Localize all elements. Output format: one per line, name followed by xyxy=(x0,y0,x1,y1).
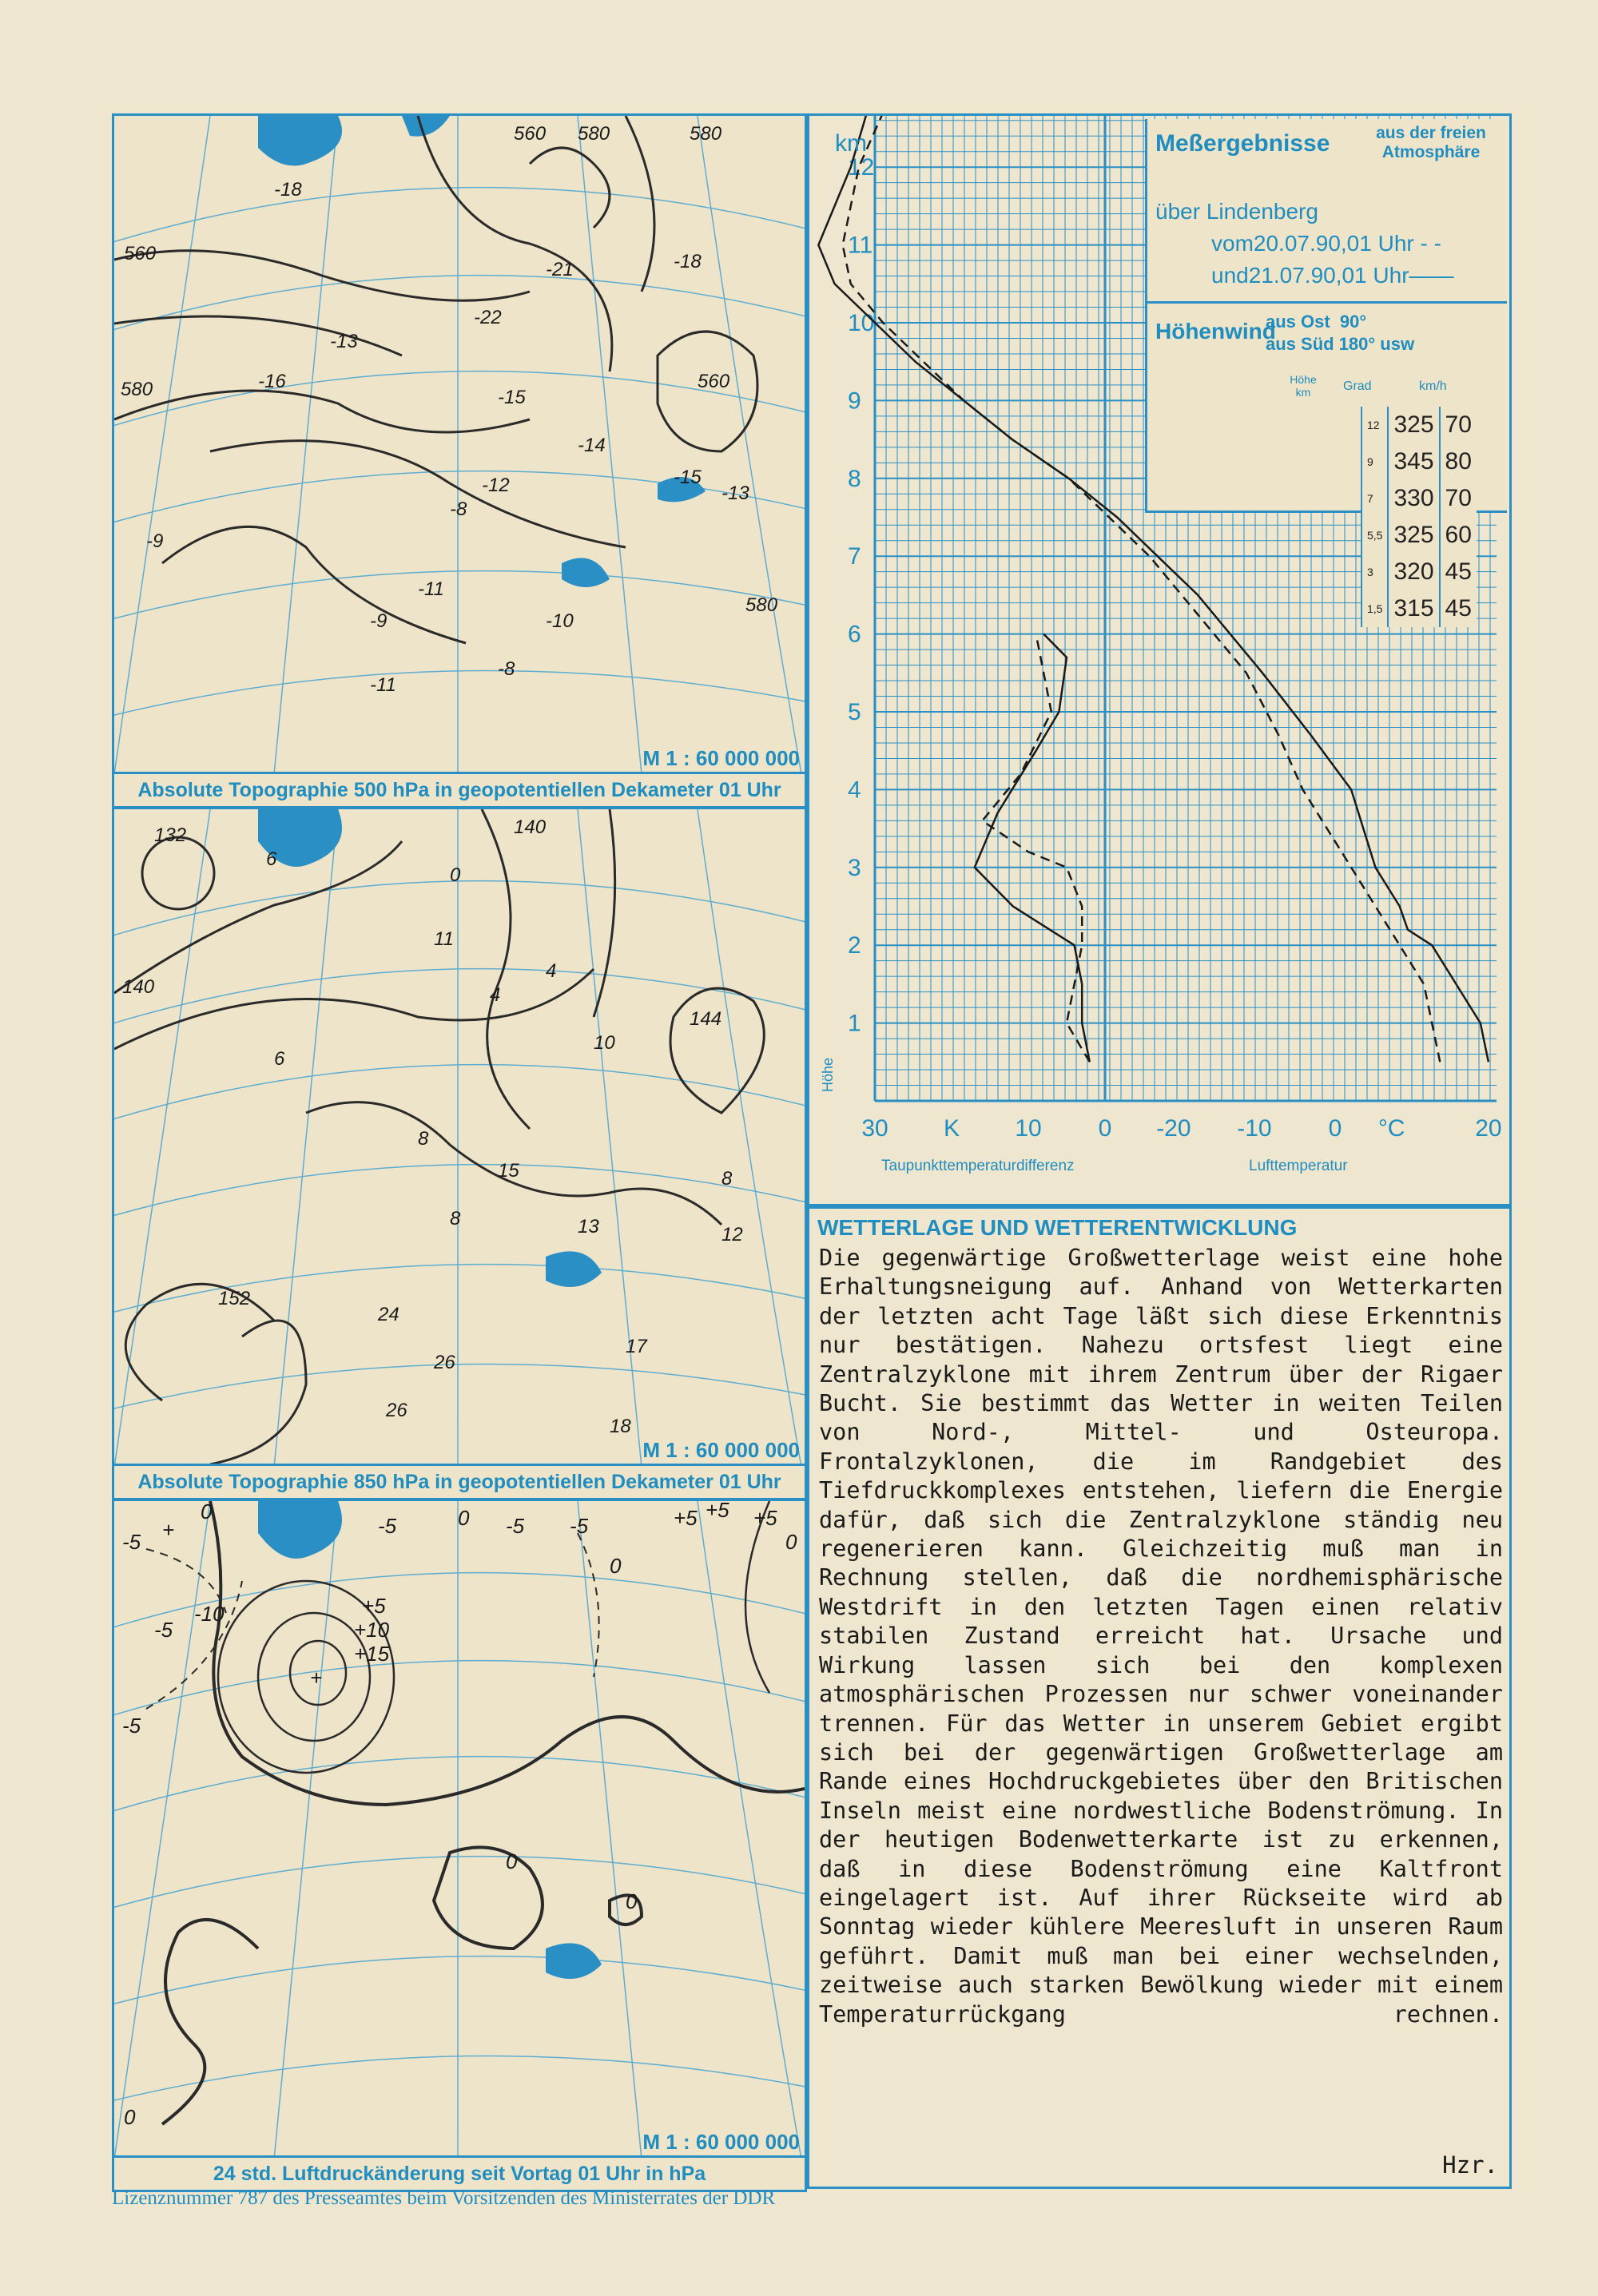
svg-text:-10: -10 xyxy=(546,610,574,632)
svg-text:12: 12 xyxy=(721,1224,743,1245)
y-tick-label: 5 xyxy=(848,699,861,725)
x-tick-label: -10 xyxy=(1237,1115,1272,1142)
map-caption: Absolute Topographie 500 hPa in geopotentiellen Dekameter 01 Uhr xyxy=(114,772,805,806)
svg-text:140: 140 xyxy=(514,816,547,838)
wind-row xyxy=(1361,590,1477,627)
svg-text:-11: -11 xyxy=(418,578,444,600)
map-500hpa-drawing xyxy=(114,116,805,806)
svg-text:17: 17 xyxy=(626,1336,647,1357)
x-tick-label: °C xyxy=(1377,1115,1405,1142)
wind-height: 12 xyxy=(1361,407,1388,443)
svg-text:+: + xyxy=(310,1666,323,1690)
svg-text:+5: +5 xyxy=(674,1506,698,1530)
svg-text:8: 8 xyxy=(721,1168,733,1190)
y-tick-label: 7 xyxy=(848,543,861,570)
svg-text:+: + xyxy=(162,1518,175,1542)
svg-text:-11: -11 xyxy=(370,674,396,696)
y-tick-label: 2 xyxy=(848,932,861,959)
svg-text:24: 24 xyxy=(378,1304,400,1325)
wind-title: Höhenwind xyxy=(1155,319,1276,344)
wind-row xyxy=(1361,480,1477,517)
x-tick-label: K xyxy=(943,1115,960,1142)
x-tick-label: 0 xyxy=(1098,1115,1112,1142)
upper-air-sounding xyxy=(807,113,1512,1206)
legend-subtitle: aus der freien Atmosphäre xyxy=(1376,124,1486,161)
wind-speed: 80 xyxy=(1440,443,1477,480)
x-label-temperature: Lufttemperatur xyxy=(1249,1158,1348,1174)
svg-text:-5: -5 xyxy=(506,1514,525,1538)
x-label-dewpoint: Taupunkttemperaturdifferenz xyxy=(881,1158,1075,1174)
y-tick-label: 1 xyxy=(848,1010,861,1037)
article-signature: Hzr. xyxy=(1442,2151,1498,2179)
wind-header-height: Höhe km xyxy=(1290,373,1317,399)
svg-text:140: 140 xyxy=(122,976,155,998)
svg-text:10: 10 xyxy=(594,1032,615,1054)
svg-text:0: 0 xyxy=(124,2105,136,2129)
legend-title: Meßergebnisse xyxy=(1155,130,1330,157)
wind-degree: 345 xyxy=(1388,443,1439,480)
svg-text:0: 0 xyxy=(450,864,461,886)
svg-text:8: 8 xyxy=(418,1128,429,1150)
legend-location: über Lindenberg xyxy=(1155,199,1318,224)
legend-divider xyxy=(1147,301,1507,304)
svg-text:0: 0 xyxy=(458,1506,470,1530)
wind-speed: 60 xyxy=(1440,517,1477,554)
y-axis-label: Höhe xyxy=(820,1057,837,1093)
map-pressure-change xyxy=(112,1499,807,2192)
svg-text:0: 0 xyxy=(785,1530,797,1554)
svg-text:18: 18 xyxy=(610,1416,631,1437)
wind-degree: 325 xyxy=(1388,407,1439,443)
x-tick-label: 30 xyxy=(861,1115,888,1142)
y-tick-label: 8 xyxy=(848,465,861,492)
article-body: Die gegenwärtige Großwetterlage weist eine hohe Erhaltungsneigung auf. Anhand von Wetterkarten der letzten acht Tage läßt sich diese Erkenntnis nur bestätigen. Nahezu ortsfest liegt eine Zentralzyklone mit ihrem Zentrum über der Rigaer Bucht. Sie bestimmt das Wetter in weiten Teilen von Nord-, Mittel- und Osteuropa. Frontalzyklonen, die im Randgebiet des Tiefdruckkomplexes entstehen, liefern die Energie dafür, daß sich die Zentralzyklone ständig neu regenerieren kann. Gleichzeitig muß man in Rechnung stellen, daß die nordhemisphärische Westdrift in den letzten Tagen einen relativ stabilen Zustand erreicht hat. Ursache und Wirkung lassen sich bei den komplexen atmosphärischen Prozessen nur schwer voneinander trennen. Für das Wetter in unserem Gebiet ergibt sich bei der gegenwärtigen Großwetterlage am Rande eines Hochdruckgebietes über den Britischen Inseln meist eine nordwestliche Bodenströmung. In der heutigen Bodenwetterkarte ist zu erkennen, daß in diese Bodenströmung eine Kaltfront eingelagert ist. Auf ihrer Rückseite wird ab Sonntag wieder kühlere Meeresluft in unseren Raum geführt. Damit muß man bei einer wechselnden, zeitweise auch starken Bewölkung wieder mit einem Temperaturrückgang rechnen. xyxy=(819,1245,1503,2028)
map-caption: 24 std. Luftdruckänderung seit Vortag 01 Uhr in hPa xyxy=(114,2155,805,2190)
svg-text:-14: -14 xyxy=(578,435,606,456)
x-tick-label: -20 xyxy=(1156,1115,1191,1142)
map-850hpa-drawing xyxy=(114,809,805,1498)
svg-text:-21: -21 xyxy=(546,259,574,280)
y-tick-label: 4 xyxy=(848,777,861,804)
svg-text:+10: +10 xyxy=(354,1618,390,1642)
svg-text:0: 0 xyxy=(626,1889,638,1913)
svg-text:580: 580 xyxy=(578,123,610,145)
svg-text:13: 13 xyxy=(578,1216,599,1237)
wind-row xyxy=(1361,407,1477,443)
svg-text:-9: -9 xyxy=(370,610,388,632)
svg-text:-5: -5 xyxy=(154,1618,173,1642)
svg-text:+5: +5 xyxy=(706,1501,729,1522)
x-tick-label: 10 xyxy=(1015,1115,1042,1142)
wind-height: 3 xyxy=(1361,554,1388,590)
wind-degree: 330 xyxy=(1388,480,1439,517)
svg-text:580: 580 xyxy=(745,594,778,616)
map-scale: M 1 : 60 000 000 xyxy=(642,1438,800,1462)
map-pressure-change-drawing xyxy=(114,1501,805,2190)
svg-text:580: 580 xyxy=(121,379,153,400)
svg-text:132: 132 xyxy=(154,824,187,846)
wind-row xyxy=(1361,517,1477,554)
y-tick-label: 12 xyxy=(848,154,875,181)
svg-text:-18: -18 xyxy=(274,179,302,201)
x-tick-label: 0 xyxy=(1328,1115,1342,1142)
legend-date-2: und21.07.90,01 Uhr—— xyxy=(1211,263,1454,288)
svg-text:26: 26 xyxy=(386,1400,407,1421)
legend-date-1: vom20.07.90,01 Uhr - - xyxy=(1211,231,1441,256)
wind-row xyxy=(1361,443,1477,480)
y-tick-label: 6 xyxy=(848,621,861,648)
wind-degree: 325 xyxy=(1388,517,1439,554)
svg-text:560: 560 xyxy=(698,371,730,392)
svg-text:-10: -10 xyxy=(194,1602,225,1626)
wind-table xyxy=(1361,407,1477,627)
y-tick-label: 11 xyxy=(848,232,873,259)
wind-height: 5,5 xyxy=(1361,517,1388,554)
svg-text:6: 6 xyxy=(266,848,277,870)
svg-text:+5: +5 xyxy=(753,1506,777,1530)
svg-text:15: 15 xyxy=(498,1160,519,1182)
article-heading: WETTERLAGE UND WETTERENTWICKLUNG xyxy=(817,1215,1298,1240)
y-tick-label: 9 xyxy=(848,387,861,415)
svg-text:0: 0 xyxy=(610,1554,622,1578)
y-unit: km xyxy=(835,130,867,157)
wind-header-speed: km/h xyxy=(1419,379,1447,393)
svg-text:-18: -18 xyxy=(674,251,702,272)
svg-text:-15: -15 xyxy=(674,467,702,488)
svg-text:0: 0 xyxy=(506,1849,518,1873)
map-scale: M 1 : 60 000 000 xyxy=(642,2130,800,2154)
svg-text:-5: -5 xyxy=(570,1514,589,1538)
svg-text:580: 580 xyxy=(690,123,722,145)
wind-speed: 45 xyxy=(1440,590,1477,627)
svg-text:26: 26 xyxy=(434,1352,455,1373)
map-scale: M 1 : 60 000 000 xyxy=(642,746,800,770)
wind-header-degree: Grad xyxy=(1343,379,1372,393)
svg-text:4: 4 xyxy=(490,984,501,1006)
wind-degree: 315 xyxy=(1388,590,1439,627)
svg-text:6: 6 xyxy=(274,1048,285,1070)
svg-text:144: 144 xyxy=(690,1008,722,1030)
svg-text:-13: -13 xyxy=(330,331,358,352)
x-tick-label: 20 xyxy=(1475,1115,1502,1142)
svg-text:560: 560 xyxy=(514,123,547,145)
svg-text:-5: -5 xyxy=(378,1514,397,1538)
svg-text:+15: +15 xyxy=(354,1642,390,1666)
svg-text:0: 0 xyxy=(201,1501,213,1523)
wind-height: 9 xyxy=(1361,443,1388,480)
dewpoint-line-dashed xyxy=(982,634,1089,1063)
svg-text:-15: -15 xyxy=(498,387,526,408)
map1-label: 560 xyxy=(124,243,157,264)
wind-height: 7 xyxy=(1361,480,1388,517)
wind-height: 1,5 xyxy=(1361,590,1388,627)
map-caption: Absolute Topographie 850 hPa in geopotentiellen Dekameter 01 Uhr xyxy=(114,1464,805,1498)
svg-text:-8: -8 xyxy=(498,658,515,680)
svg-text:8: 8 xyxy=(450,1208,461,1229)
wind-speed: 70 xyxy=(1440,407,1477,443)
svg-text:-16: -16 xyxy=(258,371,286,392)
svg-text:152: 152 xyxy=(218,1288,251,1309)
svg-text:+5: +5 xyxy=(362,1594,386,1618)
svg-text:4: 4 xyxy=(546,960,557,982)
wind-row xyxy=(1361,554,1477,590)
wind-speed: 45 xyxy=(1440,554,1477,590)
svg-text:-13: -13 xyxy=(721,483,749,504)
license-note: Lizenznummer 787 des Presseamtes beim Vorsitzenden des Ministerrates der DDR xyxy=(112,2187,776,2209)
svg-text:-5: -5 xyxy=(122,1530,141,1554)
weather-article xyxy=(807,1206,1512,2189)
svg-text:11: 11 xyxy=(434,928,454,950)
map-500hpa xyxy=(112,113,807,808)
svg-text:-8: -8 xyxy=(450,499,467,520)
wind-degree: 320 xyxy=(1388,554,1439,590)
wind-speed: 70 xyxy=(1440,480,1477,517)
svg-text:-22: -22 xyxy=(474,307,502,328)
map-850hpa xyxy=(112,807,807,1500)
y-tick-label: 3 xyxy=(848,854,861,881)
wind-direction-key: aus Ost 90° aus Süd 180° usw xyxy=(1266,312,1415,354)
svg-text:-12: -12 xyxy=(482,475,510,496)
y-tick-label: 10 xyxy=(848,310,875,336)
svg-text:-9: -9 xyxy=(146,530,164,552)
svg-text:-5: -5 xyxy=(122,1714,141,1738)
